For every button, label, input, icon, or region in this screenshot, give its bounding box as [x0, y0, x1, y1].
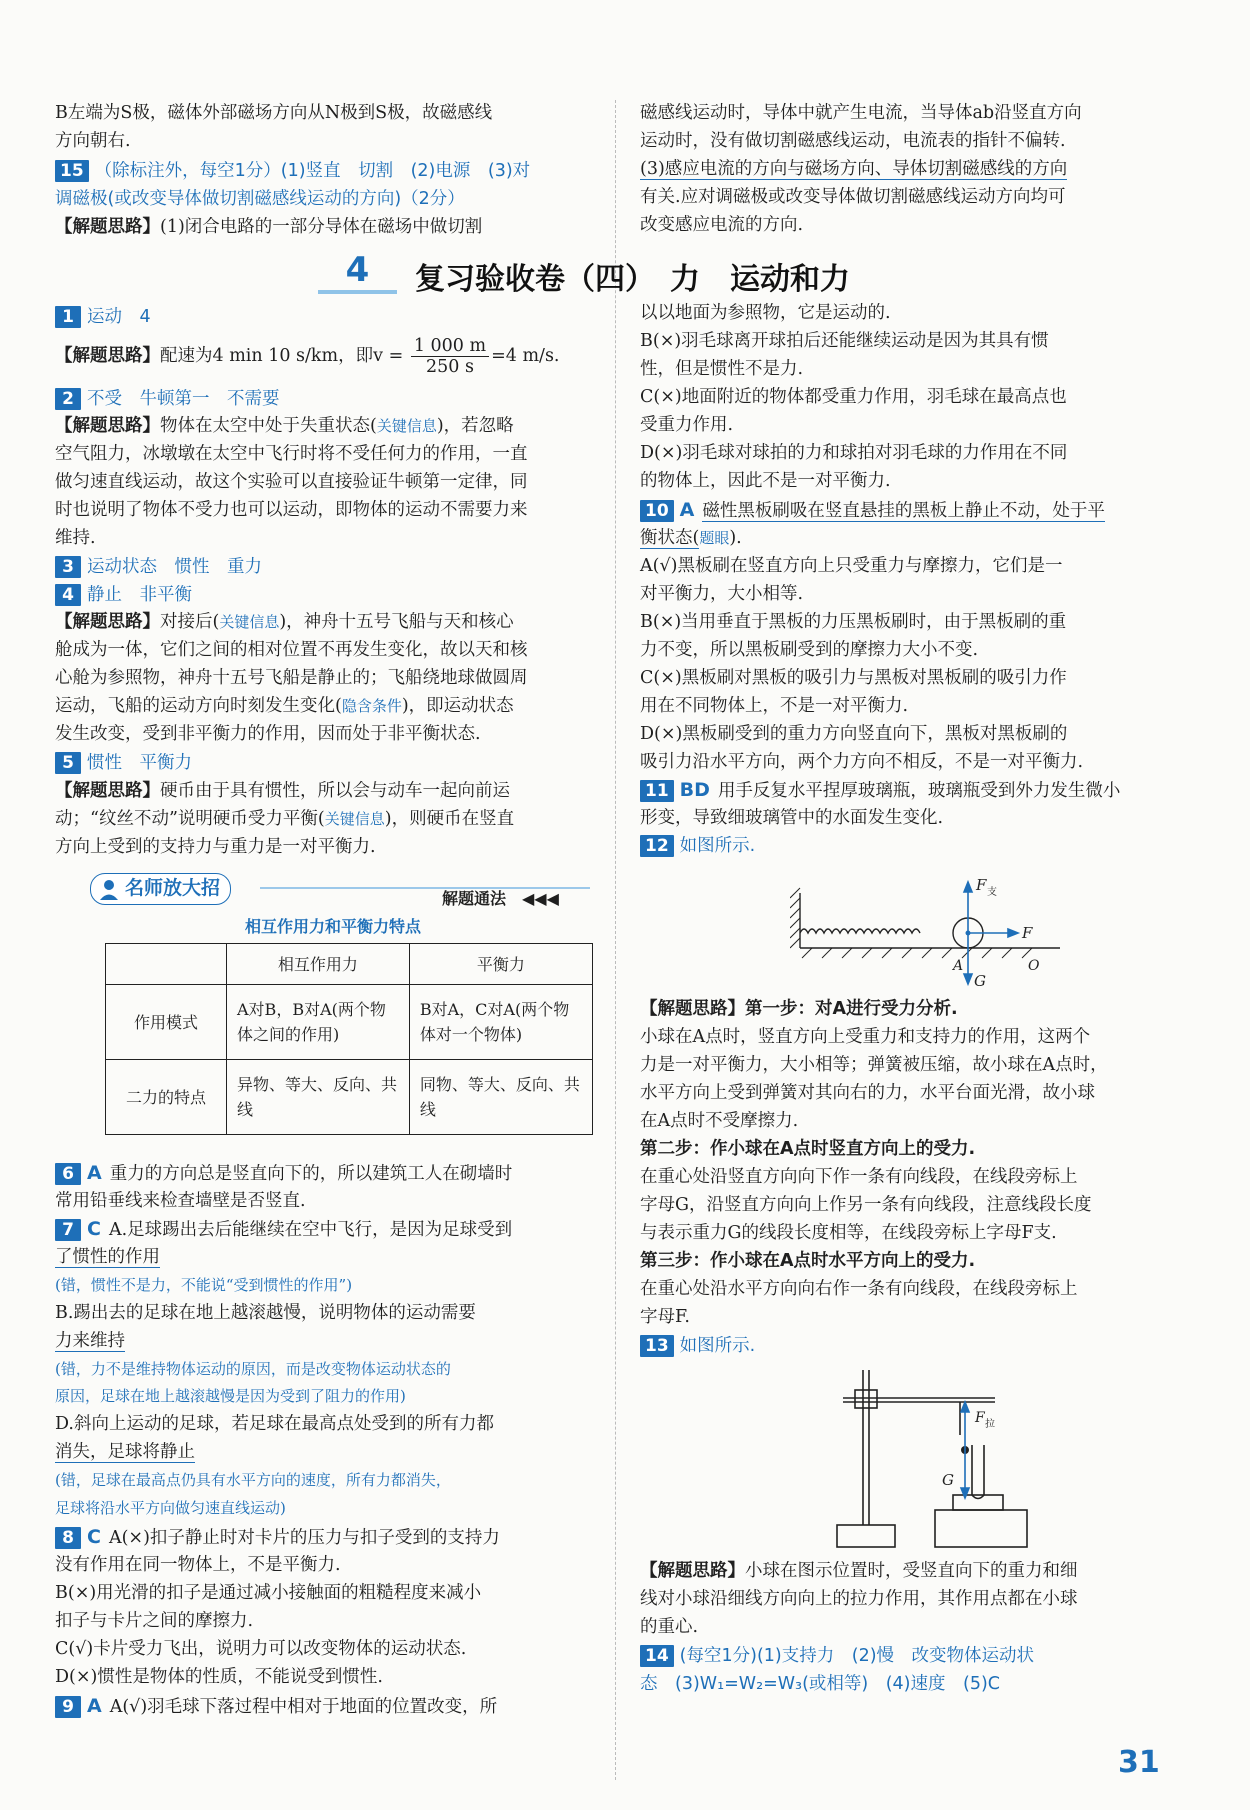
think-tail: =4 m/s. — [491, 346, 560, 366]
q12-l4: 在A点时不受摩擦力. — [640, 1111, 799, 1131]
q10-l6: 力不变，所以黑板刷受到的摩擦力大小不变. — [640, 640, 979, 660]
q10-l4: 对平衡力，大小相等. — [640, 584, 804, 604]
q9-cont-l1: 以以地面为参照物，它是运动的. — [640, 303, 891, 323]
question-4 — [55, 582, 610, 610]
table-header-cell — [106, 944, 227, 985]
table-cell: 作用模式 — [106, 985, 227, 1060]
top-right-line5: 改变感应电流的方向. — [640, 215, 804, 235]
table-row — [106, 985, 593, 1060]
think-label: 【解题思路】 — [55, 346, 160, 366]
answer-letter: A — [87, 1162, 102, 1184]
q6-l2: 常用铅垂线来检查墙壁是否竖直. — [55, 1191, 306, 1211]
table-cell: A对B，B对A(两个物体之间的作用) — [227, 985, 410, 1060]
question-number: 6 — [55, 1163, 81, 1185]
q4-think-l3: 心舱为参照物，神舟十五号飞船是静止的；飞船绕地球做圆周 — [55, 668, 528, 688]
table-header-cell: 相互作用力 — [227, 944, 410, 985]
q13-think-l1: 【解题思路】小球在图示位置时，受竖直向下的重力和细 — [640, 1561, 1078, 1581]
question-number: 15 — [55, 160, 89, 182]
answer-text-line2: 调磁极(或改变导体做切割磁感线运动的方向)（2分） — [55, 189, 465, 209]
q9-cont-l6: D(×)羽毛球对球拍的力和球拍对羽毛球的力作用在不同 — [640, 443, 1068, 463]
teacher-icon — [97, 877, 121, 901]
q10-l3: A(√)黑板刷在竖直方向上只受重力与摩擦力，它们是一 — [640, 556, 1063, 576]
q10-l8: 用在不同物体上，不是一对平衡力. — [640, 696, 909, 716]
q7-note3a: (错，足球在最高点仍具有水平方向的速度，所有力都消失， — [55, 1471, 451, 1489]
q10-l2: 衡状态(题眼). — [640, 528, 742, 548]
q9-cont-l5: 受重力作用. — [640, 415, 734, 435]
q5-think-l3: 方向上受到的支持力与重力是一对平衡力. — [55, 837, 376, 857]
q5-think-l2: 动；“纹丝不动”说明硬币受力平衡(关键信息)，则硬币在竖直 — [55, 809, 515, 829]
q12-l7: 与表示重力G的线段长度相等，在线段旁标上字母F支. — [640, 1223, 1057, 1243]
key-info-note: 关键信息 — [219, 613, 280, 631]
question-number: 4 — [55, 584, 81, 606]
q4-think-l5: 发生改变，受到非平衡力的作用，因而处于非平衡状态. — [55, 724, 481, 744]
question-11: 11 BD 用手反复水平捏厚玻璃瓶，玻璃瓶受到外力发生微小 — [640, 777, 1185, 806]
figure-13-stand-tuning-fork — [835, 1360, 1035, 1550]
top-right-line2: 运动时，没有做切割磁感线运动，电流表的指针不偏转. — [640, 131, 1066, 151]
table-row — [106, 1060, 593, 1135]
label-f-support-sub: 支 — [987, 887, 997, 898]
q2-think-l3: 做匀速直线运动，故这个实验可以直接验证牛顿第一定律，同 — [55, 472, 528, 492]
question-12 — [640, 833, 1185, 861]
q12-l8: 在重心处沿水平方向向右作一条有向线段，在线段旁标上 — [640, 1279, 1078, 1299]
answer-text: 如图所示. — [679, 1336, 756, 1356]
q7-l3: B.踢出去的足球在地上越滚越慢，说明物体的运动需要 — [55, 1303, 476, 1323]
label-f-support: F — [976, 876, 987, 894]
top-left-line1: B左端为S极，磁体外部磁场方向从N极到S极，故磁感线 — [55, 103, 493, 123]
q11-l2: 形变，导致细玻璃管中的水面发生变化. — [640, 808, 944, 828]
top-right-line1: 磁感线运动时，导体中就产生电流，当导体ab沿竖直方向 — [640, 103, 1082, 123]
answer-letter: C — [87, 1526, 101, 1548]
question-number: 8 — [55, 1527, 81, 1549]
table-title: 相互作用力和平衡力特点 — [245, 917, 422, 936]
question-8: 8 C A(×)扣子静止时对卡片的压力与扣子受到的支持力 — [55, 1524, 610, 1553]
q5-think-l1: 【解题思路】硬币由于具有惯性，所以会与动车一起向前运 — [55, 781, 510, 801]
solution-method-label: 解题通法 ◀◀◀ — [442, 889, 559, 908]
q8-l3: B(×)用光滑的扣子是通过减小接触面的粗糙程度来减小 — [55, 1583, 482, 1603]
q10-l10: 吸引力沿水平方向，两个力方向不相反，不是一对平衡力. — [640, 752, 1084, 772]
section-title-text: 复习验收卷（四） 力 运动和力 — [415, 262, 850, 297]
q7-l2: 了惯性的作用 — [55, 1247, 160, 1267]
q7-note2a: (错，力不是维持物体运动的原因，而是改变物体运动状态的 — [55, 1360, 451, 1378]
question-number: 3 — [55, 556, 81, 578]
think-label: 【解题思路】 — [55, 217, 160, 237]
q10-l7: C(×)黑板刷对黑板的吸引力与黑板对黑板刷的吸引力作 — [640, 668, 1067, 688]
fraction — [411, 336, 489, 377]
question-13 — [640, 1333, 1185, 1361]
comparison-table — [105, 943, 593, 1135]
key-point-note: 题眼 — [699, 529, 730, 547]
fraction-denominator: 250 s — [425, 357, 474, 377]
fraction-numerator: 1 000 m — [411, 336, 489, 357]
q4-think-l1: 【解题思路】对接后(关键信息)，神舟十五号飞船与天和核心 — [55, 612, 514, 632]
answer-letter: C — [87, 1218, 101, 1240]
question-7: 7 C A.足球踢出去后能继续在空中飞行，是因为足球受到 — [55, 1216, 610, 1245]
answer-letter: BD — [679, 779, 710, 801]
section-title — [330, 250, 950, 298]
answer-letter: A — [87, 1695, 102, 1717]
table-cell: 二力的特点 — [106, 1060, 227, 1135]
q7-note1: (错，惯性不是力，不能说“受到惯性的作用”) — [55, 1276, 353, 1294]
q14-l2: 态 (3)W₁=W₂=W₃(或相等) (4)速度 (5)C — [640, 1674, 1001, 1694]
q10-l5: B(×)当用垂直于黑板的力压黑板刷时，由于黑板刷的重 — [640, 612, 1067, 632]
question-14 — [640, 1643, 1185, 1671]
q15-think — [55, 214, 610, 242]
hidden-condition-note: 隐含条件 — [341, 697, 402, 715]
q7-l5: D.斜向上运动的足球，若足球在最高点处受到的所有力都 — [55, 1414, 494, 1434]
q13-l2: 线对小球沿细线方向向上的拉力作用，其作用点都在小球 — [640, 1589, 1078, 1609]
label-g: G — [974, 972, 986, 990]
q9-cont-l3: 性，但是惯性不是力. — [640, 359, 804, 379]
answer-text: 惯性 平衡力 — [87, 753, 192, 773]
q4-think-l2: 舱成为一体，它们之间的相对位置不再发生变化，故以天和核 — [55, 640, 528, 660]
q7-note3b: 足球将沿水平方向做匀速直线运动) — [55, 1499, 286, 1517]
q12-l6: 字母G，沿竖直方向向上作另一条有向线段，注意线段长度 — [640, 1195, 1092, 1215]
answer-text: 静止 非平衡 — [87, 585, 192, 605]
question-number: 11 — [640, 780, 674, 802]
answer-text: 运动状态 惯性 重力 — [87, 557, 262, 577]
table-cell: B对A，C对A(两个物体对一个物体) — [409, 985, 592, 1060]
q4-think-l4: 运动，飞船的运动方向时刻发生变化(隐含条件)，即运动状态 — [55, 696, 514, 716]
answer-text: 运动 4 — [87, 307, 151, 327]
question-15 — [55, 158, 610, 186]
question-number: 9 — [55, 1696, 81, 1718]
top-left-line2: 方向朝右. — [55, 131, 131, 151]
q8-l4: 扣子与卡片之间的摩擦力. — [55, 1611, 254, 1631]
q7-note2b: 原因，足球在地上越滚越慢是因为受到了阻力的作用) — [55, 1387, 406, 1405]
question-6: 6 A 重力的方向总是竖直向下的，所以建筑工人在砌墙时 — [55, 1160, 610, 1189]
table-cell: 异物、等大、反向、共线 — [227, 1060, 410, 1135]
section-number: 4 — [330, 250, 385, 294]
question-3 — [55, 554, 610, 582]
think-text: (1)闭合电路的一部分导体在磁场中做切割 — [160, 217, 483, 237]
label-o: O — [1028, 958, 1040, 974]
center-of-gravity-dot — [966, 931, 971, 936]
q2-think-l4: 时也说明了物体不受力也可以运动，即物体的运动不需要力来 — [55, 500, 528, 520]
q7-l4: 力来维持 — [55, 1331, 125, 1351]
q12-l9: 字母F. — [640, 1307, 690, 1327]
question-number: 5 — [55, 752, 81, 774]
label-g: G — [942, 1471, 954, 1489]
q12-step3: 第三步：作小球在A点时水平方向上的受力. — [640, 1251, 976, 1271]
q2-think-l2: 空气阻力，冰墩墩在太空中飞行时将不受任何力的作用，一直 — [55, 444, 528, 464]
key-info-note: 关键信息 — [376, 417, 437, 435]
q8-l2: 没有作用在同一物体上，不是平衡力. — [55, 1555, 341, 1575]
question-number: 12 — [640, 835, 674, 857]
question-10: 10 A 磁性黑板刷吸在竖直悬挂的黑板上静止不动，处于平 — [640, 497, 1185, 526]
q9-cont-l7: 的物体上，因此不是一对平衡力. — [640, 471, 891, 491]
table-header-row — [106, 944, 593, 985]
question-1 — [55, 304, 610, 332]
question-number: 14 — [640, 1645, 674, 1667]
top-right-line4: 有关.应对调磁极或改变导体做切割磁感线运动方向均可 — [640, 187, 1066, 207]
answer-text: （除标注外，每空1分）(1)竖直 切割 (2)电源 (3)对 — [94, 161, 531, 181]
answer-text: 如图所示. — [679, 836, 756, 856]
q12-step2: 第二步：作小球在A点时竖直方向上的受力. — [640, 1139, 976, 1159]
label-f: F — [1022, 924, 1033, 942]
q13-l3: 的重心. — [640, 1617, 699, 1637]
answer-text: (每空1分)(1)支持力 (2)慢 改变物体运动状 — [679, 1646, 1035, 1666]
question-number: 10 — [640, 500, 674, 522]
q12-l2: 力是一对平衡力，大小相等；弹簧被压缩，故小球在A点时， — [640, 1055, 1108, 1075]
q7-l6: 消失，足球将静止 — [55, 1442, 195, 1462]
q12-think-step1: 【解题思路】第一步：对A进行受力分析. — [640, 999, 958, 1019]
label-f-tension-sub: 拉 — [985, 1419, 995, 1430]
q9-cont-l2: B(×)羽毛球离开球拍后还能继续运动是因为其具有惯 — [640, 331, 1049, 351]
q9-cont-l4: C(×)地面附近的物体都受重力作用，羽毛球在最高点也 — [640, 387, 1067, 407]
q1-think — [55, 336, 610, 376]
q2-think-l1: 【解题思路】物体在太空中处于失重状态(关键信息)，若忽略 — [55, 416, 514, 436]
top-right-line3: (3)感应电流的方向与磁场方向、导体切割磁感线的方向 — [640, 159, 1068, 179]
q12-l5: 在重心处沿竖直方向向下作一条有向线段，在线段旁标上 — [640, 1167, 1078, 1187]
q2-think-l5: 维持. — [55, 528, 96, 548]
key-info-note: 关键信息 — [324, 810, 385, 828]
table-header-cell: 平衡力 — [409, 944, 592, 985]
q8-l5: C(√)卡片受力飞出，说明力可以改变物体的运动状态. — [55, 1639, 467, 1659]
answer-text: 不受 牛顿第一 不需要 — [87, 389, 280, 409]
question-number: 13 — [640, 1335, 674, 1357]
label-a: A — [953, 958, 964, 974]
banner-label: 名师放大招 — [90, 873, 231, 905]
q12-l1: 小球在A点时，竖直方向上受重力和支持力的作用，这两个 — [640, 1027, 1091, 1047]
column-divider — [615, 100, 616, 1780]
q10-l9: D(×)黑板刷受到的重力方向竖直向下，黑板对黑板刷的 — [640, 724, 1068, 744]
question-number: 2 — [55, 388, 81, 410]
table-cell: 同物、等大、反向、共线 — [409, 1060, 592, 1135]
figure-12-spring-ball — [790, 858, 1060, 993]
question-number: 7 — [55, 1219, 81, 1241]
think-text: 配速为4 min 10 s/km，即v = — [160, 346, 404, 366]
q12-l3: 水平方向上受到弹簧对其向右的力，水平台面光滑，故小球 — [640, 1083, 1095, 1103]
question-5 — [55, 750, 610, 778]
question-2 — [55, 386, 610, 414]
question-9: 9 A A(√)羽毛球下落过程中相对于地面的位置改变，所 — [55, 1693, 610, 1722]
answer-letter: A — [679, 499, 695, 521]
question-number: 1 — [55, 306, 81, 328]
page-number: 31 — [1118, 1745, 1160, 1780]
label-f-tension: F — [975, 1410, 985, 1426]
q8-l6: D(×)惯性是物体的性质，不能说受到惯性. — [55, 1667, 383, 1687]
